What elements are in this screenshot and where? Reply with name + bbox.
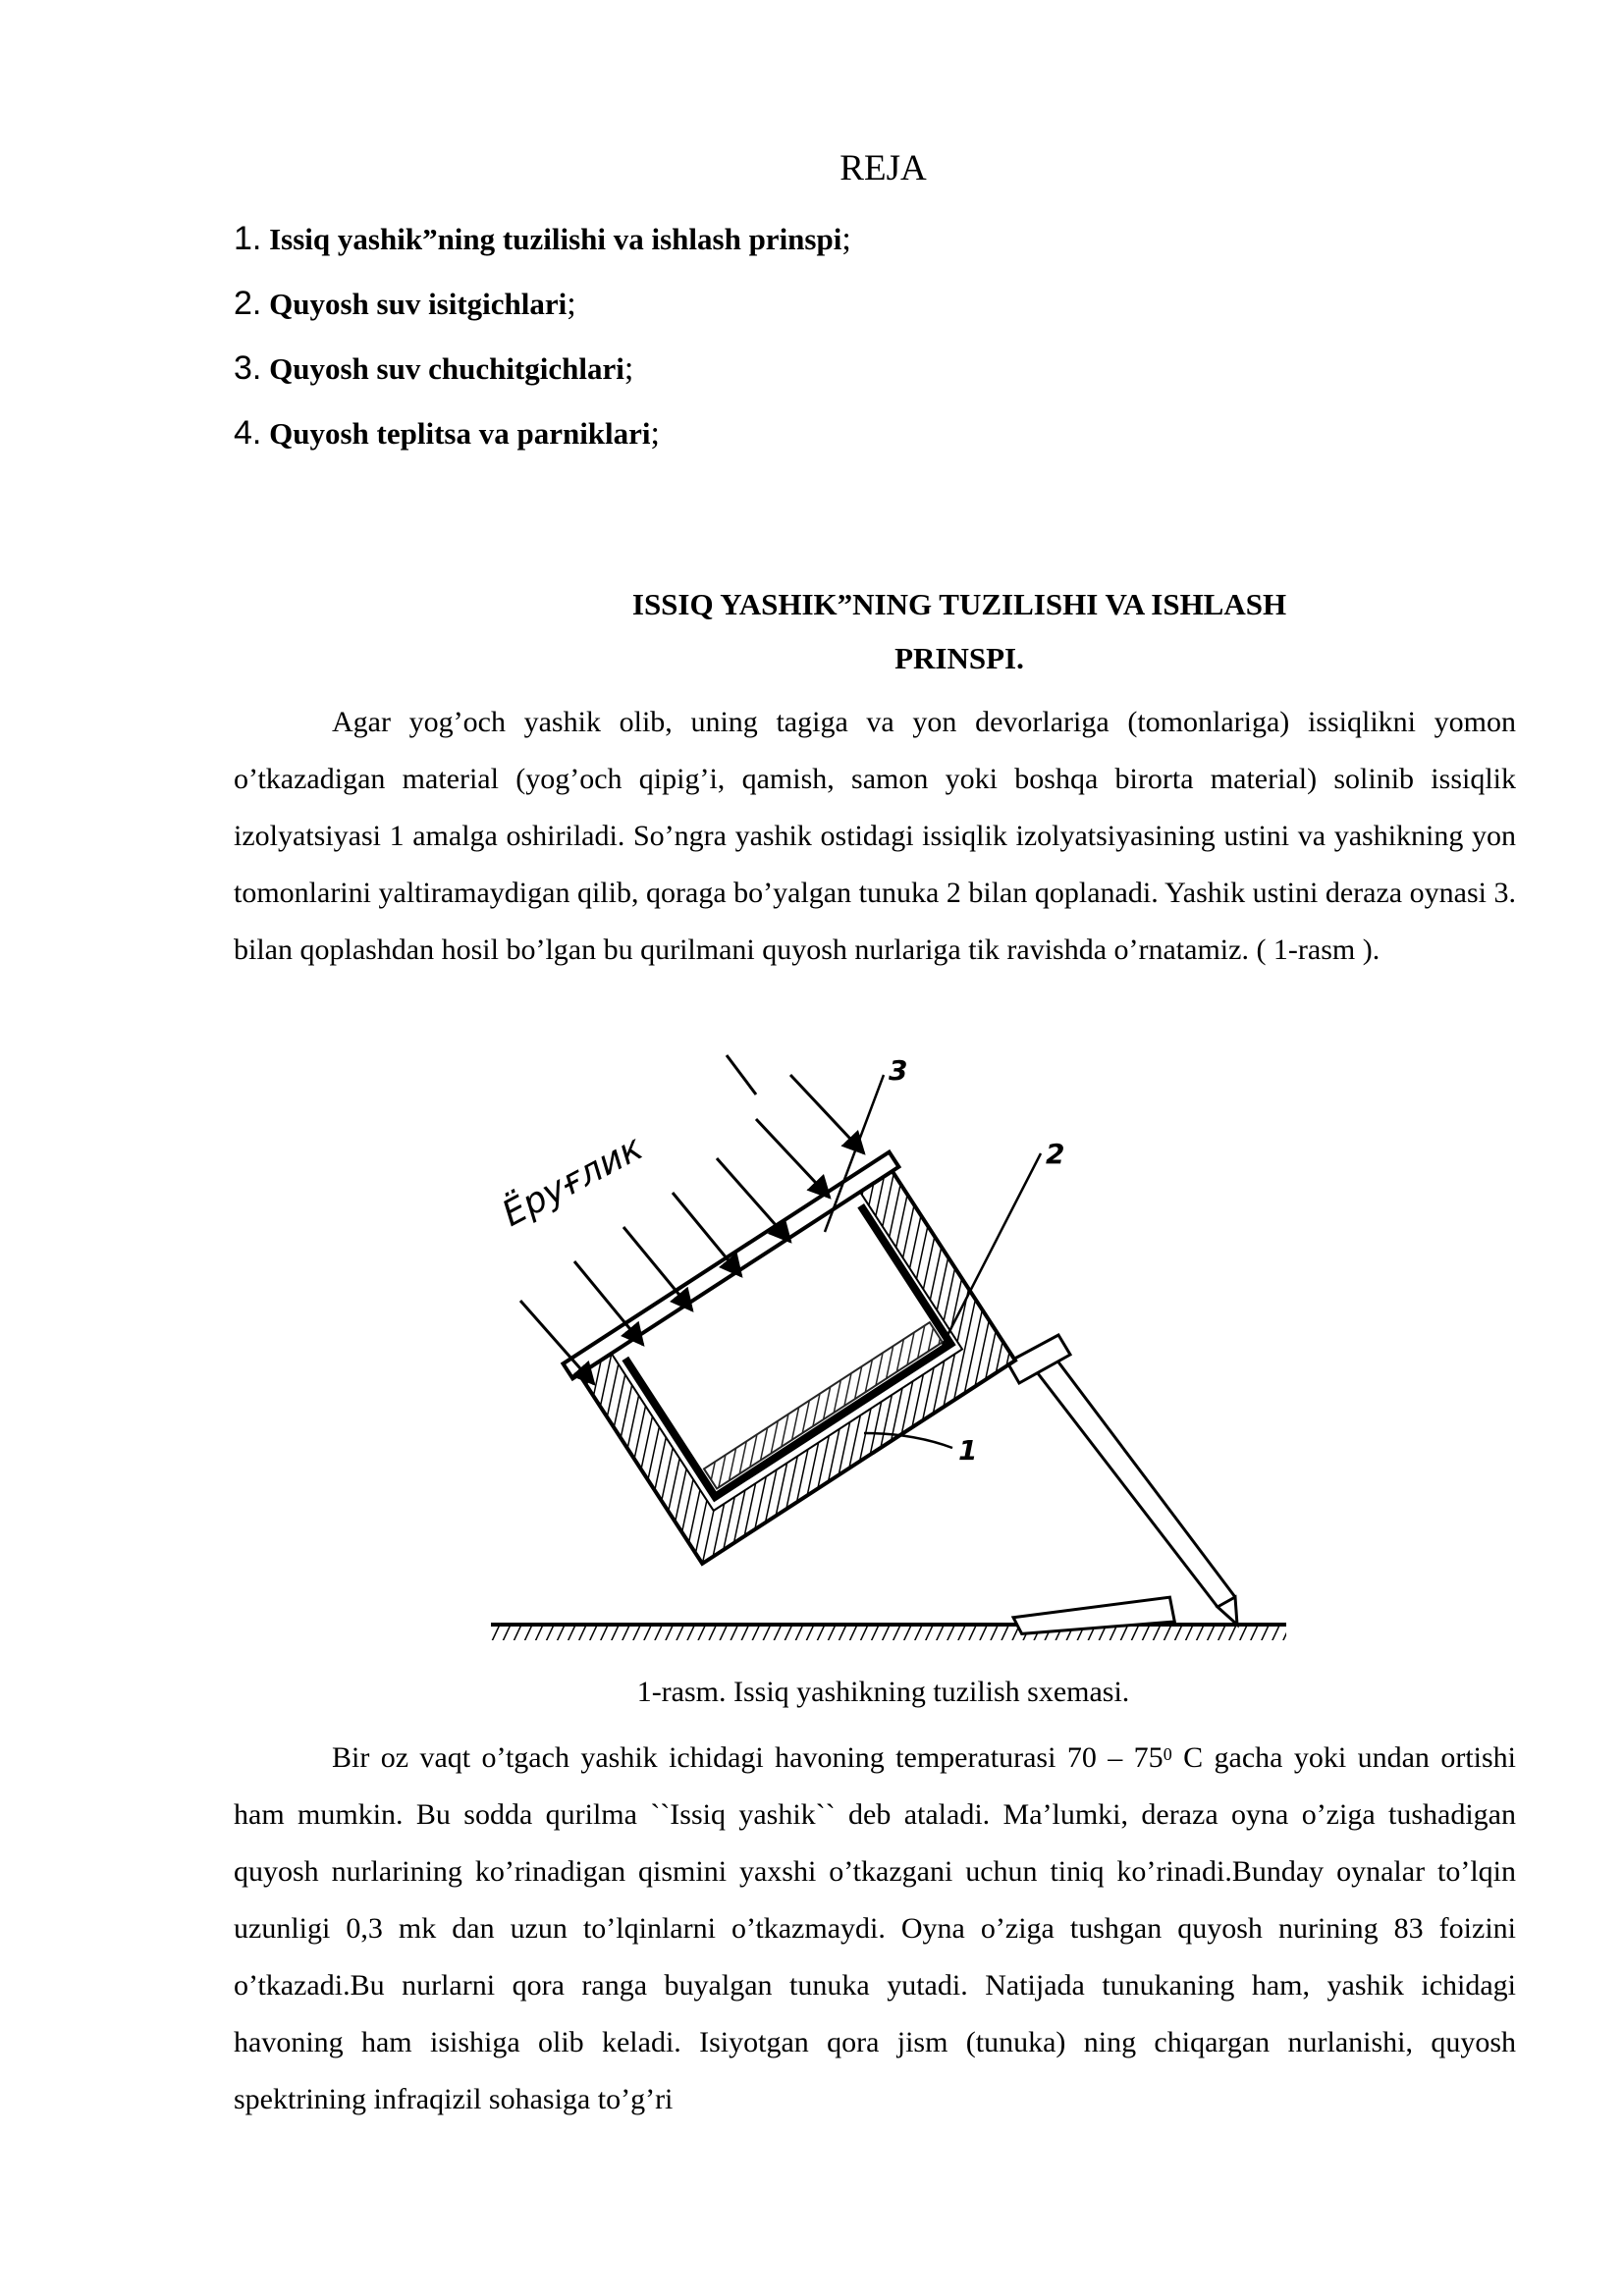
plan-item-number: 3. — [234, 349, 262, 387]
plan-item-end: ; — [650, 415, 660, 452]
solar-box-diagram — [481, 1036, 1296, 1659]
section-heading-continued: PRINSPI. — [894, 641, 1024, 675]
figure-label-2: 2 — [1046, 1138, 1065, 1170]
paragraph-text-start: Bir oz vaqt o’tgach yashik ichidagi havoning temperaturasi — [332, 1741, 1067, 1774]
plan-item-number: 2. — [234, 285, 262, 322]
paragraph-text-rest: C gacha yoki undan ortishi ham mumkin. Bu sodda qurilma ``Issiq yashik`` deb ataladi. Ma’lumki, deraza oyna o’ziga tushadigan quyosh nurlarining ko’rinadigan qismini yaxshi o’tkazgani uchun tiniq ko’rinadi.Bunday oynalar to’lqin uzunligi 0,3 mk dan uzun to’lqinlarni o’tkazmaydi. Oyna o’ziga tushgan quyosh nurining 83 foizini o’tkazadi.Bu nurlarni qora ranga buyalgan tunuka yutadi. Natijada tunukaning ham, yashik ichidagi havoning ham isishiga olib keladi. Isiyotgan qora jism (tunuka) ning chiqargan nurlanishi, quyosh spektrining infraqizil sohasiga to’g’ri — [234, 1741, 1517, 2115]
temperature-degree: 0 — [1163, 1744, 1172, 1764]
plan-item-end: ; — [841, 221, 851, 257]
plan-item-end: ; — [567, 286, 576, 322]
section-heading: ISSIQ YASHIK”NING TUZILISHI VA ISHLASH — [631, 587, 1287, 621]
figure-label-1: 1 — [958, 1434, 978, 1467]
figure-caption: 1-rasm. Issiq yashikning tuzilish sxemasi. — [636, 1676, 1130, 1708]
plan-title: REJA — [839, 148, 927, 188]
sun-label: Ёруғлик — [495, 1127, 650, 1235]
leader-line-2 — [943, 1153, 1041, 1345]
support-rod — [1007, 1335, 1237, 1625]
plan-item-number: 1. — [234, 220, 262, 257]
plan-item — [234, 346, 851, 410]
ground — [491, 1625, 1286, 1640]
plan-item — [234, 281, 851, 346]
plan-item-text: Quyosh suv isitgichlari — [269, 287, 568, 321]
plan-item — [234, 216, 851, 281]
paragraph-text: Agar yog’och yashik olib, uning tagiga va yon devorlariga (tomonlariga) issiqlikni yomon o’tkazadigan material (yog’och qipig’i, qamish, samon yoki boshqa birorta material) solinib issiqlik izolyatsiyasi 1 amalga oshiriladi. So’ngra yashik ostidagi issiqlik izolyatsiyasining ustini va yashikning yon tomonlarini yaltiramaydigan qilib, qoraga bo’yalgan tunuka 2 bilan qoplanadi. Yashik ustini deraza oynasi 3. bilan qoplashdan hosil bo’lgan bu qurilmani quyosh nurlariga tik ravishda o’rnatamiz. ( 1-rasm ). — [234, 706, 1516, 966]
body-paragraph-2 — [234, 1730, 1516, 2128]
plan-item-text: Quyosh suv chuchitgichlari — [269, 351, 624, 386]
plan-item-text: Quyosh teplitsa va parniklari — [269, 416, 651, 451]
plan-list — [234, 216, 851, 475]
figure-label-3: 3 — [889, 1054, 908, 1087]
plan-item — [234, 410, 851, 475]
plan-item-number: 4. — [234, 414, 262, 452]
temperature-range: 70 – 75 — [1066, 1741, 1164, 1774]
insulated-box — [563, 1152, 1021, 1569]
plan-item-text: Issiq yashik”ning tuzilishi va ishlash prinspi — [269, 222, 842, 256]
plan-item-end: ; — [623, 350, 634, 387]
body-paragraph-1 — [234, 694, 1516, 979]
